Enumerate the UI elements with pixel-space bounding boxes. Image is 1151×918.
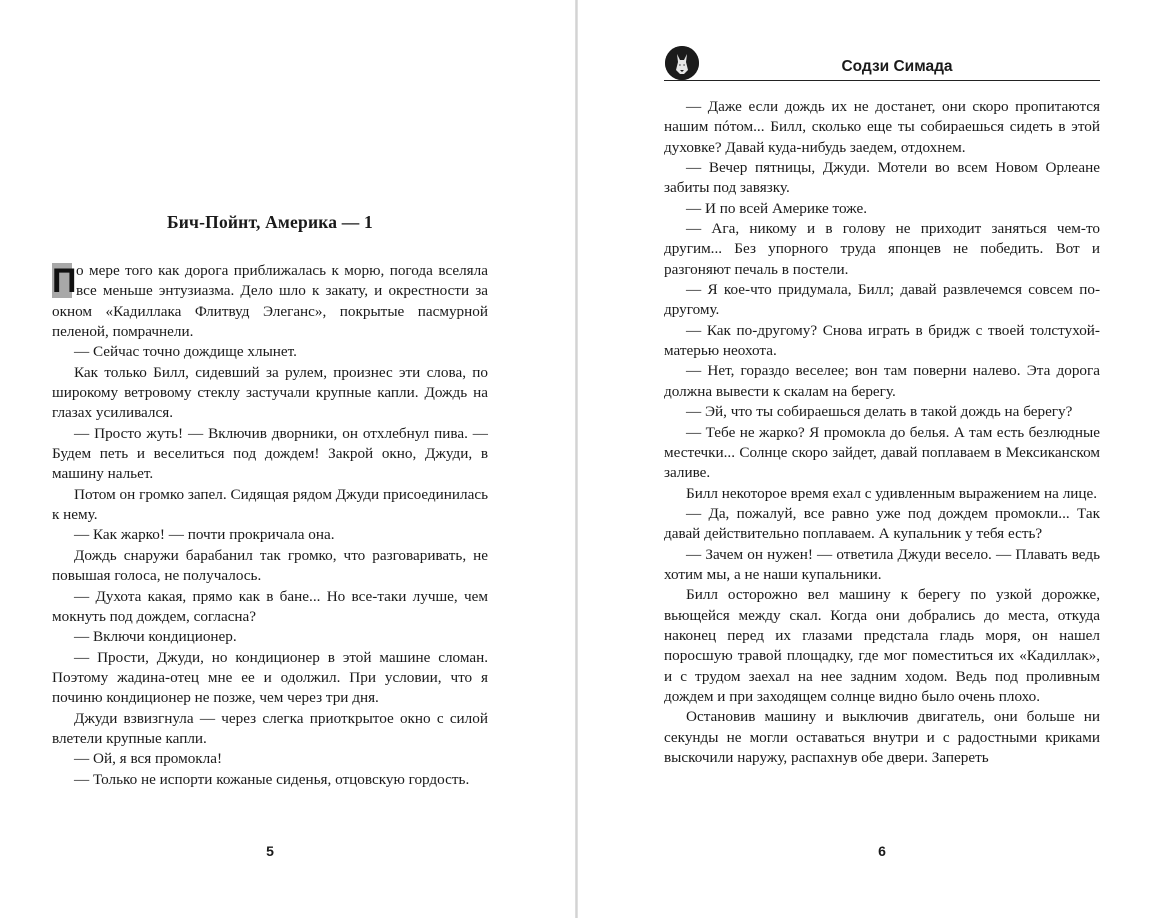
paragraph: — Да, пожалуй, все равно уже под дождем промокли... Так давай действительно поплаваем. А купальник у тебя есть? [664, 504, 1100, 543]
right-page-body [664, 97, 1100, 768]
running-head [664, 46, 1100, 81]
left-page [52, 0, 488, 918]
page-number: 6 [878, 843, 886, 859]
paragraph: Билл осторожно вел машину к берегу по узкой дорожке, вьющейся между скал. Когда они добрались до места, откуда наконец перед их глазами предстала гладь моря, он нашел поросшую травой площадку, где мог поместиться их «Кадиллак», и с трудом заехал на нее задним ходом. Ведь под проливным дождем и при заходящем солнце видно было очень плохо. [664, 586, 1100, 705]
paragraph: Дождь снаружи барабанил так громко, что разговаривать, не повышая голоса, не получалось. [52, 546, 488, 585]
left-page-body [52, 261, 488, 790]
paragraph: — Вечер пятницы, Джуди. Мотели во всем Новом Орлеане забиты под завязку. [664, 159, 1100, 197]
paragraph: — Только не испорти кожаные сиденья, отцовскую гордость. [74, 770, 470, 788]
paragraph: Остановив машину и выключив двигатель, они больше ни секунды не могли оставаться внутри и с радостными криками выскочили наружу, распахнув обе двери. Запереть [664, 708, 1100, 766]
paragraph: — Нет, гораздо веселее; вон там поверни налево. Эта дорога должна вывести к скалам на берегу. [664, 362, 1100, 400]
paragraph: — Как жарко! — почти прокричала она. [74, 526, 335, 544]
paragraph: Как только Билл, сидевший за рулем, произнес эти слова, по широкому ветровому стеклу застучали крупные капли. Дождь на глазах усиливался. [52, 363, 488, 422]
paragraph: — Даже если дождь их не достанет, они скоро пропитаются нашим пóтом... Билл, сколько еще ты собираешься сидеть в этой духовке? Давай куда-нибудь заедем, отдохнем. [664, 98, 1100, 156]
paragraph: — Включи кондиционер. [74, 628, 237, 646]
paragraph: — Тебе не жарко? Я промокла до белья. А там есть безлюдные местечки... Солнце скоро зайдет, давай поплаваем в Мексиканском заливе. [664, 423, 1100, 482]
page-number: 5 [266, 843, 274, 859]
drop-cap: П [52, 262, 77, 300]
paragraph: Джуди взвизгнула — через слегка приоткрытое окно с силой влетели крупные капли. [52, 709, 488, 747]
paragraph [52, 261, 488, 342]
book-gutter [575, 0, 578, 918]
paragraph-text: о мере того как дорога приближалась к морю, погода вселяла все меньше энтузиазма. Дело шло к закату, и окрестности за окном «Кадиллака Флитвуд Элеганс», покрытые пасмурной пеленой, помрачнели. [52, 262, 488, 341]
paragraph: — Ой, я вся промокла! [74, 750, 223, 768]
paragraph: Потом он громко запел. Сидящая рядом Джуди присоединилась к нему. [52, 485, 488, 524]
right-page [664, 0, 1100, 918]
paragraph: — Духота какая, прямо как в бане... Но все-таки лучше, чем мокнуть под дождем, согласна? [52, 587, 488, 625]
paragraph: — Просто жуть! — Включив дворники, он отхлебнул пива. — Будем петь и веселиться под дождем! Закрой окно, Джуди, в машину нальет. [52, 424, 488, 483]
author-name: Содзи Симада [841, 58, 953, 75]
paragraph: — Как по-другому? Снова играть в бридж с твоей толстухой-матерью неохота. [664, 321, 1100, 360]
paragraph: — Прости, Джуди, но кондиционер в этой машине сломан. Поэтому жадина-отец мне ее и одолжил. При условии, что я починю кондиционер не позже, чем через три дня. [52, 648, 488, 707]
chapter-title: Бич-Пойнт, Америка — 1 [166, 212, 374, 232]
paragraph: — Эй, что ты собираешься делать в такой дождь на берегу? [686, 403, 1073, 421]
paragraph: — Зачем он нужен! — ответила Джуди весело. — Плавать ведь хотим мы, а не наши купальники. [664, 545, 1100, 583]
paragraph: — Я кое-что придумала, Билл; давай развлечемся совсем по-другому. [664, 281, 1100, 319]
paragraph: — Ага, никому и в голову не приходит заняться чем-то другим... Без упорного труда японцев не победить. Вот и разгоняют печаль в постели. [664, 220, 1100, 278]
paragraph: — И по всей Америке тоже. [686, 199, 868, 217]
paragraph: — Сейчас точно дождище хлынет. [74, 343, 297, 361]
paragraph: Билл некоторое время ехал с удивленным выражением на лице. [686, 484, 1098, 502]
